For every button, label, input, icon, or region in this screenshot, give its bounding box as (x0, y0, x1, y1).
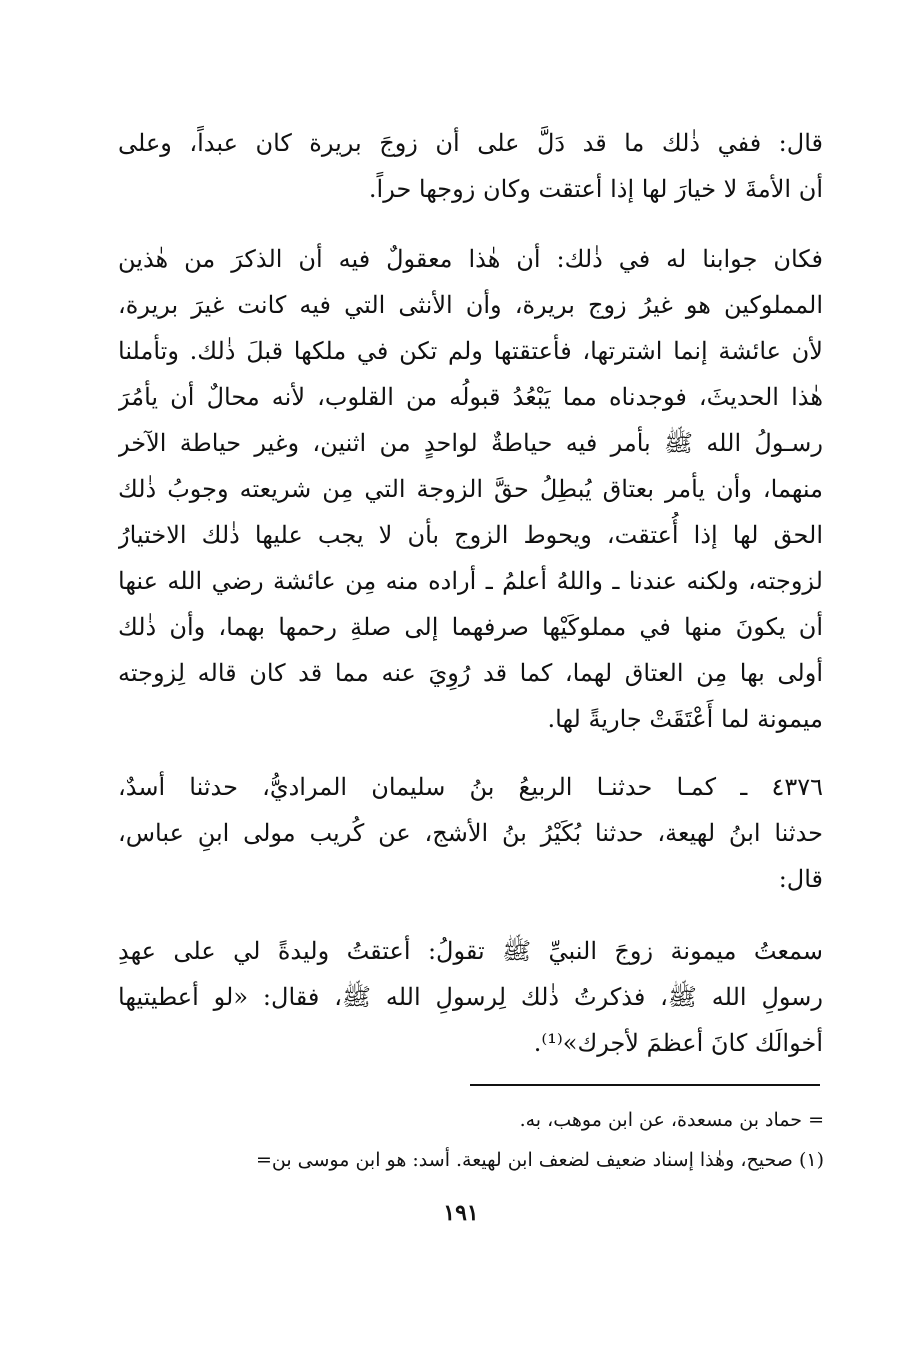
hadith-matn-paragraph (118, 928, 823, 1066)
text-line: قال: (778, 865, 823, 893)
page-number: ١٩١ (443, 1200, 479, 1226)
footnote-1 (100, 1140, 824, 1180)
text-line: أن الأمةَ لا خيارَ لها إذا أعتقت وكان زوجها حراً. (368, 175, 823, 203)
text-line: سمعتُ ميمونة زوجَ النبيِّ ﷺ تقولُ: أعتقتُ وليدةً لي على عهدِ (118, 937, 823, 965)
text-line: فكان جوابنا له في ذٰلك: أن هٰذا معقولٌ فيه أن الذكرَ من هٰذين (118, 245, 823, 273)
text-line: لزوجته، ولكنه عندنا ـ واللهُ أعلمُ ـ أراده منه مِن عائشة رضي الله عنها (118, 567, 823, 595)
text-line: هٰذا الحديثَ، فوجدناه مما يَبْعُدُ قبولُه من القلوب، لأنه محالٌ أن يأمُرَ (118, 383, 823, 411)
text-line: لأن عائشة إنما اشترتها، فأعتقتها ولم تكن في ملكها قبلَ ذٰلك. وتأملنا (118, 337, 823, 365)
text-line: أولى بها مِن العتاق لهما، كما قد رُوِيَ عنه مما قد كان قاله لِزوجته (118, 659, 823, 687)
paragraph-1 (118, 120, 823, 212)
text-line: رسـولُ الله ﷺ بأمر فيه حياطةٌ لواحدٍ من اثنين، وغير حياطة الآخر (118, 429, 823, 457)
text-line: الحق لها إذا أُعتقت، ويحوط الزوج بأن لا يجب عليها ذٰلك الاختيارُ (118, 521, 823, 549)
footnote-continuation (100, 1100, 824, 1140)
text-line: أخوالَك كانَ أعظمَ لأجرك»⁽¹⁾. (533, 1029, 823, 1057)
text-line: منهما، وأن يأمر بعتاق يُبطِلُ حقَّ الزوجة التي مِن شريعته وجوبُ ذٰلك (118, 475, 823, 503)
text-line: ميمونة لما أَعْتَقَتْ جاريةً لها. (547, 705, 823, 733)
paragraph-2 (118, 236, 823, 742)
text-line: حدثنا ابنُ لهيعة، حدثنا بُكَيْرُ بنُ الأشج، عن كُريب مولى ابنِ عباس، (118, 819, 823, 847)
footnote-line: = حماد بن مسعدة، عن ابن موهب، به. (519, 1109, 824, 1131)
text-line: ٤٣٧٦ ـ كمـا حدثنـا الربيعُ بنُ سليمان المراديُّ، حدثنا أسدٌ، (118, 773, 823, 801)
text-line: قال: ففي ذٰلك ما قد دَلَّ على أن زوجَ بريرة كان عبداً، وعلى (118, 129, 823, 157)
footnote-separator (470, 1084, 820, 1086)
footnote-line: (١) صحيح، وهٰذا إسناد ضعيف لضعف ابن لهيعة. أسد: هو ابن موسى بن= (255, 1149, 824, 1171)
text-line: المملوكين هو غيرُ زوج بريرة، وأن الأنثى التي فيه كانت غيرَ بريرة، (118, 291, 823, 319)
text-line: رسولِ الله ﷺ، فذكرتُ ذٰلك لِرسولِ الله ﷺ، فقال: «لو أعطيتيها (118, 983, 823, 1011)
text-line: أن يكونَ منها في مملوكَيْها صرفهما إلى صلةِ رحمها بهما، وأن ذٰلك (118, 613, 823, 641)
hadith-isnad-paragraph (118, 764, 823, 902)
